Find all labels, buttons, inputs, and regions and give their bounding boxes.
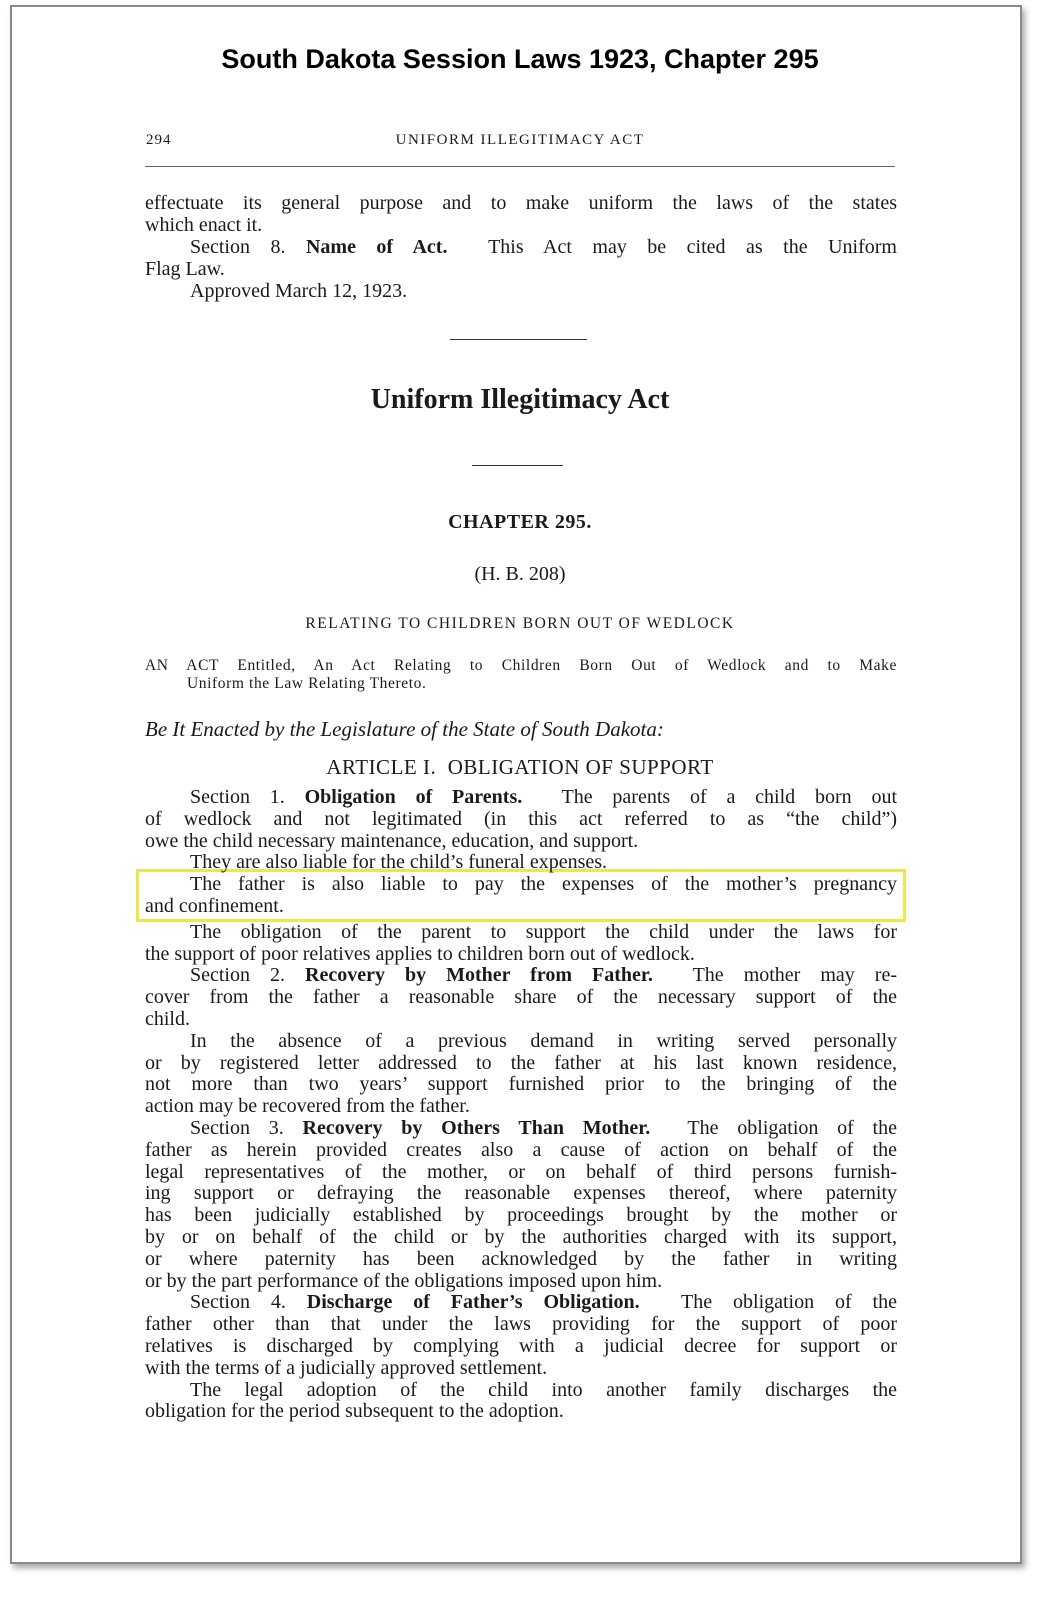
header-rule bbox=[145, 166, 895, 167]
text-segment: The obligation of the parent to support the child under the laws for bbox=[190, 920, 897, 943]
text-line bbox=[145, 1182, 897, 1204]
article-heading: ARTICLE I. OBLIGATION OF SUPPORT bbox=[326, 755, 714, 779]
text-segment: relatives is discharged by complying with a judicial decree for support or bbox=[145, 1335, 897, 1357]
text-line bbox=[145, 1139, 897, 1161]
text-segment: or by the part performance of the obligations imposed upon him. bbox=[145, 1269, 663, 1292]
text-line bbox=[145, 986, 897, 1008]
subject-heading: RELATING TO CHILDREN BORN OUT OF WEDLOCK bbox=[305, 615, 735, 632]
text-segment: the support of poor relatives applies to children born out of wedlock. bbox=[145, 942, 695, 965]
text-segment: Section 2. bbox=[190, 964, 306, 987]
text-segment: with the terms of a judicially approved settlement. bbox=[145, 1356, 548, 1379]
highlighted-text-line bbox=[190, 873, 897, 895]
text-segment: Flag Law. bbox=[145, 258, 225, 280]
text-segment: In the absence of a previous demand in writing served personally bbox=[190, 1029, 897, 1052]
text-line bbox=[145, 808, 897, 830]
text-line bbox=[190, 1379, 897, 1401]
text-segment: obligation for the period subsequent to the adoption. bbox=[145, 1400, 564, 1423]
text-line bbox=[145, 830, 897, 852]
text-segment: legal representatives of the mother, or on behalf of third persons furnish- bbox=[145, 1160, 897, 1183]
text-line bbox=[145, 258, 897, 280]
text-segment: Section 3. bbox=[190, 1117, 303, 1139]
text-segment: The father is also liable to pay the expenses of the mother’s pregnancy bbox=[190, 873, 897, 896]
text-segment: owe the child necessary maintenance, education, and support. bbox=[145, 829, 639, 852]
text-segment: Section 4. bbox=[190, 1291, 307, 1314]
text-segment: of wedlock and not legitimated (in this act referred to as “the child”) bbox=[145, 807, 897, 830]
act-entitled-line: Uniform the Law Relating Thereto. bbox=[187, 675, 427, 692]
text-segment: The obligation of the bbox=[650, 1117, 897, 1139]
text-line bbox=[190, 1030, 897, 1052]
text-line bbox=[145, 1335, 897, 1357]
chapter-heading: CHAPTER 295. bbox=[448, 511, 592, 533]
running-head: UNIFORM ILLEGITIMACY ACT bbox=[395, 132, 645, 148]
text-segment: They are also liable for the child’s funeral expenses. bbox=[190, 851, 608, 874]
page-number: 294 bbox=[146, 132, 172, 148]
text-line bbox=[145, 1400, 897, 1422]
text-segment: The parents of a child born out bbox=[522, 786, 897, 808]
text-line bbox=[190, 786, 897, 808]
text-line bbox=[190, 1291, 897, 1313]
section-heading: Discharge of Father’s Obligation. bbox=[306, 1291, 640, 1314]
divider-rule bbox=[450, 339, 587, 340]
text-line bbox=[145, 1357, 897, 1379]
section-heading: Recovery by Others Than Mother. bbox=[302, 1117, 651, 1139]
bill-number: (H. B. 208) bbox=[474, 563, 566, 585]
text-line bbox=[190, 1117, 897, 1139]
text-segment: or where paternity has been acknowledged by the father in writing bbox=[145, 1247, 897, 1270]
highlighted-text-line bbox=[145, 895, 897, 917]
text-line bbox=[145, 1226, 897, 1248]
text-line bbox=[145, 1204, 897, 1226]
text-segment: Section 8. bbox=[190, 236, 306, 258]
text-line bbox=[190, 280, 897, 302]
text-line bbox=[145, 1270, 897, 1292]
text-line bbox=[190, 964, 897, 986]
text-line bbox=[145, 1095, 897, 1117]
text-line bbox=[145, 1313, 897, 1335]
text-segment: effectuate its general purpose and to make uniform the laws of the states bbox=[145, 192, 897, 214]
text-segment: This Act may be cited as the Uniform bbox=[447, 236, 897, 258]
text-segment: has been judicially established by proceedings brought by the mother or bbox=[145, 1204, 897, 1227]
text-line bbox=[145, 192, 897, 214]
text-segment: cover from the father a reasonable share of the necessary support of the bbox=[145, 986, 897, 1009]
text-line bbox=[190, 851, 897, 873]
text-segment: ing support or defraying the reasonable expenses thereof, where paternity bbox=[145, 1182, 897, 1205]
text-line bbox=[190, 921, 897, 943]
act-entitled-line: AN ACT Entitled, An Act Relating to Children Born Out of Wedlock and to Make bbox=[145, 657, 897, 674]
text-line bbox=[145, 1248, 897, 1270]
text-segment: The obligation of the bbox=[639, 1291, 897, 1314]
text-segment: child. bbox=[145, 1008, 190, 1030]
divider-rule bbox=[472, 465, 563, 466]
text-segment: The mother may re- bbox=[652, 964, 897, 987]
section-heading: Obligation of Parents. bbox=[304, 786, 523, 808]
text-segment: which enact it. bbox=[145, 214, 263, 236]
text-segment: by or on behalf of the child or by the authorities charged with its support, bbox=[145, 1226, 897, 1248]
banner-title: South Dakota Session Laws 1923, Chapter 295 bbox=[221, 44, 819, 74]
text-segment: Section 1. bbox=[190, 786, 305, 808]
text-line bbox=[145, 1008, 897, 1030]
text-line bbox=[145, 1161, 897, 1183]
text-segment: not more than two years’ support furnished prior to the bringing of the bbox=[145, 1073, 897, 1096]
text-line bbox=[145, 1073, 897, 1095]
enacting-clause: Be It Enacted by the Legislature of the State of South Dakota: bbox=[145, 717, 664, 741]
section-heading: Name of Act. bbox=[305, 236, 448, 258]
text-segment: The legal adoption of the child into another family discharges the bbox=[190, 1378, 897, 1401]
text-segment: father as herein provided creates also a cause of action on behalf of the bbox=[145, 1138, 897, 1161]
text-line bbox=[145, 214, 897, 236]
section-heading: Recovery by Mother from Father. bbox=[305, 964, 653, 987]
text-line bbox=[145, 1052, 897, 1074]
text-segment: action may be recovered from the father. bbox=[145, 1095, 470, 1118]
text-line bbox=[190, 236, 897, 258]
text-segment: or by registered letter addressed to the father at his last known residence, bbox=[145, 1051, 897, 1074]
text-segment: father other than that under the laws providing for the support of poor bbox=[145, 1313, 897, 1336]
text-line bbox=[145, 943, 897, 965]
text-segment: and confinement. bbox=[145, 895, 284, 917]
act-title: Uniform Illegitimacy Act bbox=[370, 384, 670, 415]
text-segment: Approved March 12, 1923. bbox=[190, 280, 408, 302]
